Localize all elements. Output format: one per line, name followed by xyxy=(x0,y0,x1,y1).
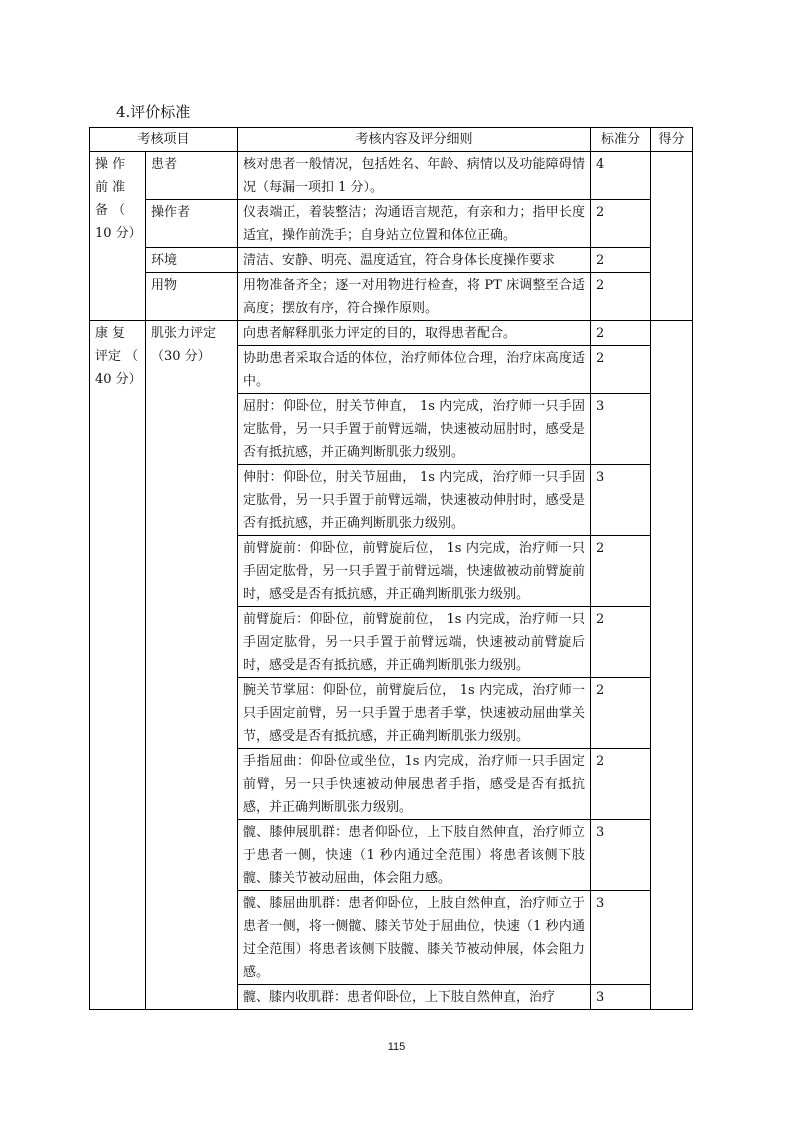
row-content: 核对患者一般情况，包括姓名、年龄、病情以及功能障碍情况（每漏一项扣 1 分）。 xyxy=(238,152,591,200)
row-points: 2 xyxy=(591,273,651,321)
row-content: 髋、膝内收肌群：患者仰卧位，上下肢自然伸直，治疗 xyxy=(238,985,591,1010)
row-points: 4 xyxy=(591,152,651,200)
row-points: 3 xyxy=(591,820,651,891)
row-points: 3 xyxy=(591,891,651,985)
row-content: 前臂旋后：仰卧位，前臂旋前位， 1s 内完成，治疗师一只手固定肱骨，另一只手置于前臂远端，快速被动前臂旋后时，感受是否有抵抗感，并正确判断肌张力级别。 xyxy=(238,607,591,678)
row-content: 髋、膝屈曲肌群：患者仰卧位，上肢自然伸直，治疗师立于患者一侧，将一侧髋、膝关节处于屈曲位，快速（1 秒内通过全范围）将患者该侧下肢髋、膝关节被动伸展，体会阻力感。 xyxy=(238,891,591,985)
row-content: 仪表端正，着装整洁；沟通语言规范，有亲和力；指甲长度适宜，操作前洗手；自身站立位置和体位正确。 xyxy=(238,200,591,248)
header-standard: 标准分 xyxy=(591,128,651,152)
row-content: 屈肘：仰卧位，肘关节伸直， 1s 内完成，治疗师一只手固定肱骨，另一只手置于前臂远端，快速被动屈肘时，感受是否有抵抗感，并正确判断肌张力级别。 xyxy=(238,394,591,465)
row-points: 2 xyxy=(591,248,651,273)
section-title: 4.评价标准 xyxy=(116,103,191,121)
subcategory-supplies: 用物 xyxy=(146,273,238,321)
table-row xyxy=(90,248,693,273)
row-points: 3 xyxy=(591,465,651,536)
header-item: 考核项目 xyxy=(90,128,238,152)
header-content: 考核内容及评分细则 xyxy=(238,128,591,152)
row-points: 2 xyxy=(591,678,651,749)
row-points: 2 xyxy=(591,321,651,346)
row-points: 2 xyxy=(591,346,651,394)
table-header-row xyxy=(90,128,693,152)
row-points: 2 xyxy=(591,749,651,820)
subcategory-environment: 环境 xyxy=(146,248,238,273)
row-points: 3 xyxy=(591,394,651,465)
row-content: 协助患者采取合适的体位，治疗师体位合理，治疗床高度适中。 xyxy=(238,346,591,394)
row-content: 伸肘：仰卧位，肘关节屈曲， 1s 内完成，治疗师一只手固定肱骨，另一只手置于前臂远端，快速被动伸肘时，感受是否有抵抗感，并正确判断肌张力级别。 xyxy=(238,465,591,536)
row-points: 3 xyxy=(591,985,651,1010)
row-content: 前臂旋前：仰卧位，前臂旋后位， 1s 内完成，治疗师一只手固定肱骨，另一只手置于前臂远端，快速做被动前臂旋前时，感受是否有抵抗感，并正确判断肌张力级别。 xyxy=(238,536,591,607)
row-points: 2 xyxy=(591,536,651,607)
category-rehab: 康 复 评定 （ 40 分） xyxy=(90,321,146,1010)
score-cell-rehab[interactable] xyxy=(651,321,693,1010)
row-points: 2 xyxy=(591,607,651,678)
table-row xyxy=(90,200,693,248)
table-row xyxy=(90,152,693,200)
header-score: 得分 xyxy=(651,128,693,152)
score-cell-prep[interactable] xyxy=(651,152,693,321)
table-row xyxy=(90,321,693,346)
row-content: 向患者解释肌张力评定的目的，取得患者配合。 xyxy=(238,321,591,346)
row-content: 清洁、安静、明亮、温度适宜，符合身体长度操作要求 xyxy=(238,248,591,273)
table-row xyxy=(90,273,693,321)
subcategory-patient: 患者 xyxy=(146,152,238,200)
subcategory-muscle-tone: 肌张力评定（30 分） xyxy=(146,321,238,1010)
row-points: 2 xyxy=(591,200,651,248)
evaluation-table xyxy=(89,127,693,1010)
row-content: 手指屈曲：仰卧位或坐位，1s 内完成，治疗师一只手固定前臂，另一只手快速被动伸展患者手指，感受是否有抵抗感，并正确判断肌张力级别。 xyxy=(238,749,591,820)
row-content: 腕关节掌屈：仰卧位，前臂旋后位， 1s 内完成，治疗师一只手固定前臂，另一只手置于患者手掌，快速被动屈曲掌关节，感受是否有抵抗感，并正确判断肌张力级别。 xyxy=(238,678,591,749)
row-content: 用物准备齐全；逐一对用物进行检查，将 PT 床调整至合适高度；摆放有序，符合操作原则。 xyxy=(238,273,591,321)
page-number: 115 xyxy=(387,1041,406,1053)
row-content: 髋、膝伸展肌群：患者仰卧位，上下肢自然伸直，治疗师立于患者一侧，快速（1 秒内通过全范围）将患者该侧下肢髋、膝关节被动屈曲，体会阻力感。 xyxy=(238,820,591,891)
category-prep: 操 作 前 准 备 （ 10 分） xyxy=(90,152,146,321)
subcategory-operator: 操作者 xyxy=(146,200,238,248)
